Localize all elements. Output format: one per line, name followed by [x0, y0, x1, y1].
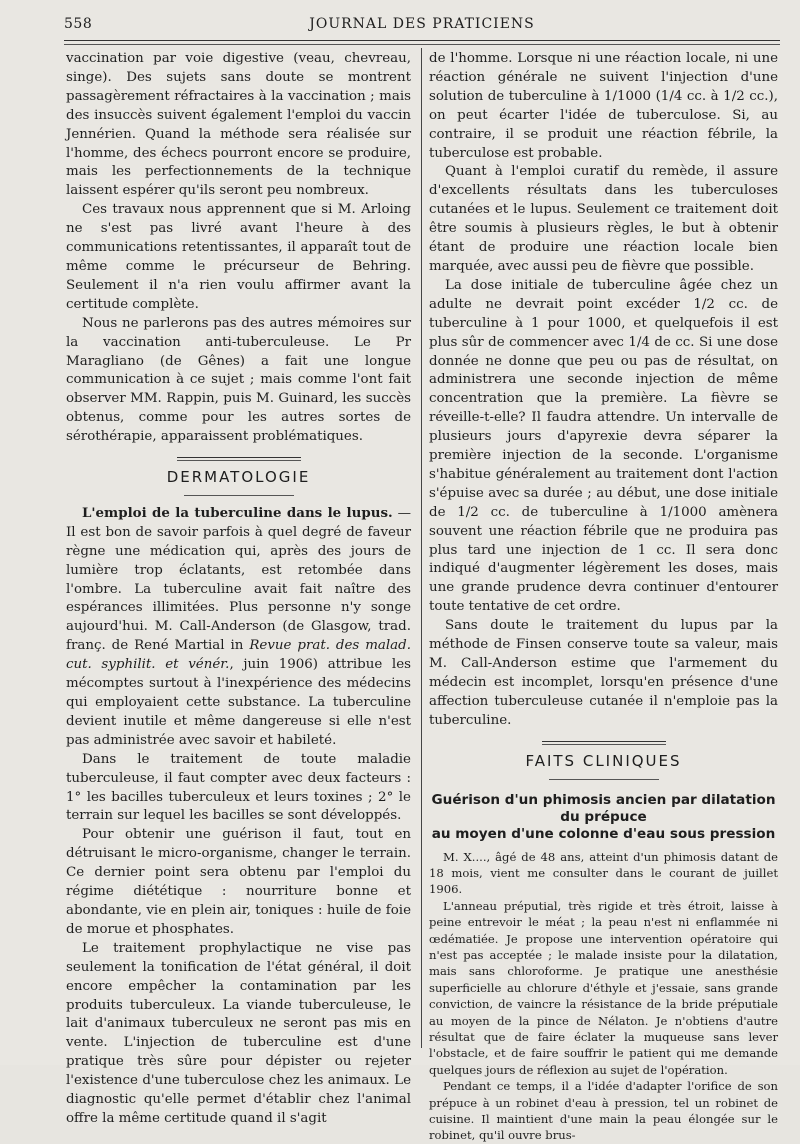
header-rule-thin — [64, 44, 780, 45]
body-paragraph: La dose initiale de tuberculine âgée chez un adulte ne devrait point excéder 1/2 cc. de tuberculine à 1 pour 1000, et quelquefois il est plus sûr de commencer avec 1/4 de cc. Si une dose donnée ne donne que peu ou pas de résultat, on administrera une seconde injection de même concentration que la première. La fièvre se réveille-t-elle? Il faudra attendre. Un intervalle de plusieurs jours d'apyrexie devra séparer la première injection de la seconde. L'organisme s'habitue généralement au traitement dont l'action s'épuise avec sa durée ; au début, une dose initiale de 1/2 cc. de tuberculine à 1/1000 amènera souvent une réaction fébrile que ne produira pas plus tard une injection de 1 cc. Il sera donc indiqué d'augmenter légèrement les doses, mais une grande prudence devra continuer d'entourer toute tentative de cet ordre. — [429, 277, 778, 615]
section-rule-bottom — [549, 779, 659, 780]
article-first-paragraph — [66, 504, 411, 751]
body-paragraph: Ces travaux nous apprennent que si M. Arloing ne s'est pas livré avant l'heure à des communications retentissantes, il apparaît tout de même comme le précurseur de Behring. Seulement il n'a rien voulu affirmer avant la certitude complète. — [66, 202, 411, 312]
column-divider — [421, 48, 422, 1048]
case-paragraph: L'anneau préputial, très rigide et très étroit, laisse à peine entrevoir le méat ; la peau n'est ni enflammée ni œdématiée. Je propose une intervention opératoire qui n'est pas acceptée ; le malade insiste pour la dilatation, mais sans chloroforme. Je pratique une anesthésie superficielle au chlorure d'éthyle et j'essaie, sans grande conviction, de vaincre la résistance de la bride préputiale au moyen de la pince de Nélaton. Je n'obtiens d'autre résultat que de faire éclater la muqueuse sans lever l'obstacle, et de faire souffrir le patient qui me demande quelques jours de réflexion au sujet de l'opération. — [429, 898, 778, 1077]
left-column — [66, 50, 411, 1129]
section-heading-dermatologie — [66, 457, 411, 496]
body-paragraph: Pour obtenir une guérison il faut, tout en détruisant le micro-organisme, changer le terrain. Ce dernier point sera obtenu par l'emploi du régime diététique : nourriture bonne et abondante, vie en plein air, toniques : huile de foie de morue et phosphates. — [66, 827, 411, 937]
article-title-line: du prépuce — [560, 808, 647, 825]
section-rule — [542, 741, 666, 742]
page-number: 558 — [64, 16, 93, 32]
section-title: DERMATOLOGIE — [166, 468, 311, 487]
article-text: , juin 1906) attribue les mécomptes surtout à l'inexpérience des médecins qui employaient cette substance. La tuberculine devient inutile et même dangereuse si elle n'est pas administrée avec savoir et habileté. — [66, 657, 411, 748]
article-title-line: Guérison d'un phimosis ancien par dilatation — [431, 791, 776, 808]
body-paragraph: vaccination par voie digestive (veau, chevreau, singe). Des sujets sans doute se montrent passagèrement réfractaires à la vaccination ; mais des insuccès suivent également l'emploi du vaccin Jennérien. Quand la méthode sera réalisée sur l'homme, des échecs pourront encore se produire, mais les perfectionnements de la technique laissent espérer qu'ils seront peu nombreux. — [66, 51, 411, 199]
section-heading-faits-cliniques — [429, 741, 778, 780]
article-text: — Il est bon de savoir parfois à quel degré de faveur règne une médication qui, après des jours de lumière trop éclatants, est retombée dans l'ombre. La tuberculine avait fait naître des espérances illimitées. Plus personne n'y songe aujourd'hui. M. Call-Anderson (de Glasgow, trad. franç. de René Martial in — [66, 505, 411, 654]
article-title-line: au moyen d'une colonne d'eau sous pression — [431, 825, 776, 842]
right-column — [429, 50, 778, 1144]
page-header — [64, 14, 780, 38]
body-paragraph: Le traitement prophylactique ne vise pas seulement la tonification de l'état général, il doit encore empêcher la contamination par les produits tuberculeux. La viande tuberculeuse, le lait d'animaux tuberculeux ne seront pas mis en vente. L'injection de tuberculine est d'une pratique très sûre pour dépister ou rejeter l'existence d'une tuberculose chez les animaux. Le diagnostic qu'elle permet d'établir chez l'animal offre la même certitude quand il s'agit — [66, 940, 411, 1126]
body-paragraph: Sans doute le traitement du lupus par la méthode de Finsen conserve toute sa valeur, mais M. Call-Anderson estime que l'armement du médecin est incomplet, lorsqu'en présence d'une affection tuberculeuse cutanée il n'emploie pas la tuberculine. — [429, 618, 778, 728]
body-paragraph: Quant à l'emploi curatif du remède, il assure d'excellents résultats dans les tuberculoses cutanées et le lupus. Seulement ce traitement doit être soumis à plusieurs règles, le but à obtenir étant de produire une réaction locale bien marquée, avec aussi peu de fièvre que possible. — [429, 164, 778, 274]
journal-title: JOURNAL DES PRATICIENS — [309, 16, 535, 32]
section-title: FAITS CLINIQUES — [525, 751, 682, 770]
section-rule-bottom — [184, 495, 294, 496]
body-paragraph: Dans le traitement de toute maladie tuberculeuse, il faut compter avec deux facteurs : 1° les bacilles tuberculeux et leurs toxines ; 2° le terrain sur lequel les bacilles se sont développés. — [66, 751, 411, 824]
case-report — [429, 849, 778, 1144]
section-rule — [177, 457, 301, 458]
section-rule-thin — [177, 460, 301, 461]
article-citation: Revue prat. des malad. cut. syphilit. et vénér. — [66, 638, 411, 673]
article-lead: L'emploi de la tuberculine dans le lupus. — [82, 504, 393, 521]
article-title — [429, 792, 778, 843]
case-intro: M. X...., âgé de 48 ans, atteint d'un phimosis datant de 18 mois, vient me consulter dans le courant de juillet 1906. — [429, 849, 778, 897]
body-paragraph: de l'homme. Lorsque ni une réaction locale, ni une réaction générale ne suivent l'injection d'une solution de tuberculine à 1/1000 (1/4 cc. à 1/2 cc.), on peut écarter l'idée de tuberculose. Si, au contraire, il se produit une réaction fébrile, la tuberculose est probable. — [429, 51, 778, 161]
section-rule-thin — [542, 744, 666, 745]
case-paragraph: Pendant ce temps, il a l'idée d'adapter l'orifice de son prépuce à un robinet d'eau à pression, tel un robinet de cuisine. Il maintient d'une main la peau élongée sur le robinet, qu'il ouvre brus- — [429, 1079, 778, 1143]
header-rule — [64, 40, 780, 41]
body-paragraph: Nous ne parlerons pas des autres mémoires sur la vaccination anti-tuberculeuse. Le Pr Maragliano (de Gênes) a fait une longue communication à ce sujet ; mais comme l'ont fait observer MM. Rappin, puis M. Guinard, les succès obtenus, comme pour les autres sortes de sérothérapie, apparaissent problématiques. — [66, 315, 411, 445]
